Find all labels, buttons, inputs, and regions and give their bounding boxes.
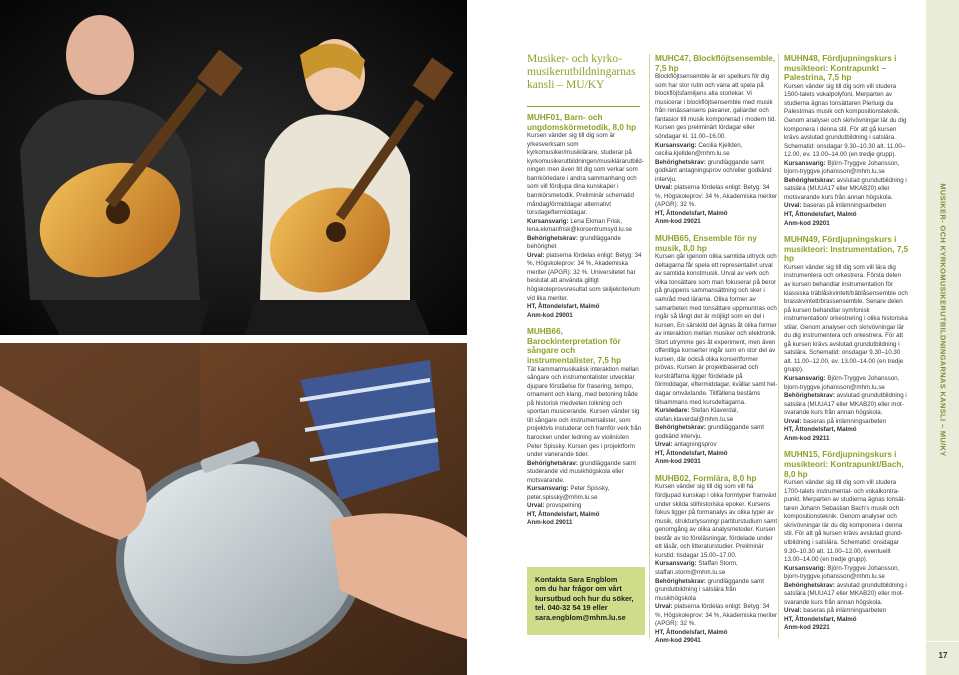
course-kursansvarig-muhn15: Kursansvarig: Björn-Tryggve Johansson, bjorn-tryggve.johansson@mhm.lu.se xyxy=(784,564,900,581)
course-behorighet-muhb65: Behörighetskrav: grundläggande samt godkänd intervju. xyxy=(655,424,765,440)
title-divider xyxy=(527,106,640,107)
course-term-muhf01: HT, Åttondelsfart, Malmö xyxy=(527,303,600,311)
column-1 xyxy=(527,113,642,528)
course-code-muhn15: Anm-kod 29221 xyxy=(784,624,830,632)
course-title-muhn48: MUHN48, Fördjupningskurs i musikteori: Kontrapunkt – Palestrina, 7,5 hp xyxy=(784,54,897,83)
contact-line: om du har frågor om vårt xyxy=(535,584,622,594)
course-kursansvarig-muhb02: Kursansvarig: Staffan Storm, staffan.storm@mhm.lu.se xyxy=(655,560,738,576)
course-body-muhf01: Kursen vänder sig till dig som är yrkesverksam som kyrkomusiker/musiklärare, studerar på kyrkomusikerutbildningen/musiklärarutbildningen men även till dig som verkar som barnkörledare i andra sammanhang och som vill fördjupa dina kunskaper i barnkörsmetodik. Preliminär schematid måndagförmiddagar alternativt torsdageftermiddagar. xyxy=(527,132,644,217)
sidebar-label: MUSIKER- OCH KYRKOMUSIKERUTBILDNINGARNAS KANSLI – MU/KY xyxy=(938,183,947,457)
contact-email[interactable]: sara.engblom@mhm.lu.se xyxy=(535,612,626,622)
column-divider xyxy=(649,54,650,638)
course-title-muhn15: MUHN15, Fördjupningskurs i musikteori: Kontrapunkt/Bach, 8,0 hp xyxy=(784,450,904,479)
contact-box xyxy=(527,567,645,635)
column-3 xyxy=(784,54,909,633)
course-kursansvarig-muhc47: Kursansvarig: Cecilia Kjellden, cecilia.kjellden@mhm.lu.se xyxy=(655,141,743,158)
contact-line: tel. 040-32 54 19 eller xyxy=(535,603,608,613)
course-urval-muhb66: Urval: provspelning xyxy=(527,502,582,510)
course-title-muhb65: MUHB65, Ensemble för ny musik, 8,0 hp xyxy=(655,234,757,253)
course-title-muhc47: MUHC47, Blockflöjtsensemble, 7,5 hp xyxy=(655,54,776,73)
column-divider xyxy=(778,54,779,638)
course-code-muhb02: Anm-kod 29041 xyxy=(655,637,701,645)
course-behorighet-muhb66: Behörighetskrav: grundläggande samt studerande vid musikhögskola eller motsvarande. xyxy=(527,459,637,484)
course-kursansvarig-muhf01: Kursansvarig: Lena Ekman Frisk, lena.ekmanfrisk@korcentrumsyd.lu.se xyxy=(527,217,632,234)
course-code-muhn48: Anm-kod 29201 xyxy=(784,219,830,227)
course-body-muhb66: Tät kammarmusikalisk interaktion mellan sångare och instrumentalister utvecklar djupare förståelse för frasering, tempo, ornament och klang, med betoning både på historisk medveten tolkning och spontan musicerande. Kursen vänder sig till sångare och instrumentalister, som projektvis instuderar och framför verk från barocken under ledning av violinisten Peter Spissky. Kursen ges i projektform under varierande tider. xyxy=(527,365,642,459)
course-behorighet-muhb02: Behörighetskrav: grundläggande samt grundutbildning i satslära från musikhögskola xyxy=(655,577,765,602)
course-term-muhb02: HT, Åttondelsfart, Malmö xyxy=(655,628,728,636)
course-kursansvarig-muhb66: Kursansvarig: Peter Spissky, peter.spissky@mhm.lu.se xyxy=(527,485,610,501)
course-body-muhb65: Kursen går igenom olika samtida uttryck och deltagarna får spela ett representativt urval av samtida konstmusik. Urval av verk och vilka tonsättare som man fokuserar på beror på gruppens sammansättning och sker i samråd med lärarna. Olika former av samarbeten med tonsättare uppmuntras och ingår så långt det är möjligt som en del i kursen. En särskild del ägnas åt olika former av interaktion mellan musiker och elektronik. Stort utrymme ges åt experiment, men även offentliga konserter ingår som en stor del av kursen, där också olika konsertformer prövas. Kursen är projektbaserad och kursträffarna ligger fördelade på förmiddagar, eftermiddagar, kvällar samt heldagar omväxlande. Tillfällena bestäms tillsammans med kursdeltagarna. xyxy=(655,253,778,406)
contact-line: kursutbud och hur du söker, xyxy=(535,593,634,603)
course-body-muhn48: Kursen vänder sig till dig som vill studera 1500-talets vokalpolyfoni. Merparten av studierna ägnas tonsättaren Pierluigi da Palestrinas musik och kompositionsteknik. Genom analyser och skrivövningar lär du dig komponera i denna stil. För att gå kursen krävs avslutad grundutbildning i satslära. Schematid: onsdagar 9.30–10.30 alt. 11.00–12.00, ev. 13.00–14.00 (en tredje grupp). xyxy=(784,82,907,159)
course-behorighet-muhc47: Behörighetskrav: grundläggande samt godkänt antagningsprov och/eller godkänd intervju. xyxy=(655,158,772,183)
course-urval-muhb65: Urval: antagningsprov xyxy=(655,441,717,449)
course-code-muhb65: Anm-kod 29031 xyxy=(655,458,701,466)
course-body-muhn49: Kursen vänder sig till dig som vill lära dig instrumentera och orkestrera. Första delen av kursen behandlar instrumentation för klassiska träblåskvintett/träblåsensemble och brasskvintett/brassensemble. Senare delen på kursen behandlar symfonisk instrumentation/ orkestrering i olika historiska stilar. Genom analyser och skrivövningar lär du dig instrumentera och orkestrera. För att gå kursen krävs avslutad grundutbildning i satslära. Schematid: onsdagar 9.30–10.30 alt. 11.00–12.00, ev. 13.00–14.00 (en tredje grupp). xyxy=(784,263,908,374)
course-body-muhb02: Kursen vänder sig till dig som vill ha fördjupad kunskap i olika formtyper framväxt under skilda stilhistoriska epoker. Kursens fokus ligger på formanalys av olika typer av musik, strukturlyssning/ partiturstudium samt genomgång av olika analysmetoder. Kursen består av tio föreläsningar, fördelade under ett läsår, och litteraturstudier. Preliminär kurstid: tisdagar 15.00–17.00. xyxy=(655,483,778,559)
course-term-muhb65: HT, Åttondelsfart, Malmö xyxy=(655,449,728,457)
course-title-muhn49: MUHN49, Fördjupningskurs i musikteori: Instrumentation, 7,5 hp xyxy=(784,235,909,264)
course-kursansvarig-muhn49: Kursansvarig: Björn-Tryggve Johansson, bjorn-tryggve.johansson@mhm.lu.se xyxy=(784,374,900,391)
photo-illustration xyxy=(0,0,467,675)
course-body-muhn15: Kursen vänder sig till dig som vill studera 1700-talets instrumental- och vokalkontrapunkt. Merparten av studierna ägnas tonsättaren Johann Sebastian Bach's musik och kompositionsteknik. Genom analyser och skrivövningar lär du dig komponera i denna stil. För att gå kursen krävs avslutad grundutbildning i satslära. Schematid: onsdagar 9.30–10.30 alt. 11.00–12.00, eventuellt 13.00–14.00 (en tredje grupp). xyxy=(784,479,906,564)
course-code-muhb66: Anm-kod 29011 xyxy=(527,519,573,527)
musician-left-head xyxy=(66,15,134,95)
course-kursledare-muhb65: Kursledare: Stefan Klaverdal, stefan.klaverdal@mhm.lu.se xyxy=(655,407,739,423)
course-urval-muhc47: Urval: platserna fördelas enligt: Betyg: 34 %, Högskoleprov: 34 %, Akademiska meriter (APGR): 32 %. xyxy=(655,184,778,209)
course-term-muhb66: HT, Åttondelsfart, Malmö xyxy=(527,510,600,518)
course-urval-muhb02: Urval: platserna fördelas enligt: Betyg: 34 %, Högskoleprov: 34 %, Akademiska meriter (APGR): 32 %. xyxy=(655,603,778,628)
course-urval-muhf01: Urval: platserna fördelas enligt: Betyg: 34 %, Högskoleprov: 34 %, Akademiska meriter (APGR): 32 %. Universitetet har beslutat att använda giltigt högskoleprovsresultat som skiljekriterium vid lika meriter. xyxy=(527,251,642,302)
course-code-muhf01: Anm-kod 29001 xyxy=(527,311,573,319)
section-title: Musiker- och kyrkomusikerutbildningarnas kansli – MU/KY xyxy=(527,53,636,91)
sidebar-label-wrap xyxy=(926,0,959,640)
course-term-muhn49: HT, Åttondelsfart, Malmö xyxy=(784,426,857,434)
course-term-muhc47: HT, Åttondelsfart, Malmö xyxy=(655,209,728,217)
course-title-muhf01: MUHF01, Barn- och ungdomskörmetodik, 8,0 hp xyxy=(527,113,637,132)
column-2 xyxy=(655,54,778,646)
course-urval-muhn49: Urval: baseras på inlämningsarbeten xyxy=(784,417,887,425)
course-title-muhb02: MUHB02, Formlära, 8,0 hp xyxy=(655,473,757,483)
course-code-muhn49: Anm-kod 29211 xyxy=(784,434,830,442)
course-term-muhn15: HT, Åttondelsfart, Malmö xyxy=(784,615,857,623)
contact-line: Kontakta Sara Engblom xyxy=(535,575,618,584)
course-kursansvarig-muhn48: Kursansvarig: Björn-Tryggve Johansson, bjorn-tryggve.johansson@mhm.lu.se xyxy=(784,159,900,176)
course-behorighet-muhf01: Behörighetskrav: grundläggande behörighet xyxy=(527,234,621,251)
course-behorighet-muhn15: Behörighetskrav: avslutad grundutbildning i satslära (MUUA17 eller MKAB20) eller motsvarande kurs från annan högskola. xyxy=(784,581,907,606)
course-behorighet-muhn49: Behörighetskrav: avslutad grundutbildning i satslära (MUUA17 eller MKAB20) eller motsvarande kurs från annan högskola. xyxy=(784,392,907,417)
photo-collage xyxy=(0,0,467,675)
page-number: 17 xyxy=(938,651,948,660)
course-behorighet-muhn48: Behörighetskrav: avslutad grundutbildning i satslära (MUUA17 eller MKAB20) eller motsvarande kurs från annan högskola. xyxy=(784,176,907,201)
course-term-muhn48: HT, Åttondelsfart, Malmö xyxy=(784,210,857,218)
course-code-muhc47: Anm-kod 29021 xyxy=(655,218,701,226)
course-urval-muhn15: Urval: baseras på inlämningsarbeten xyxy=(784,607,887,615)
course-title-muhb66: MUHB66, Barockinterpretation för sångare och instrumentalister, 7,5 hp xyxy=(527,327,622,365)
course-urval-muhn48: Urval: baseras på inlämningsarbeten xyxy=(784,202,887,210)
course-body-muhc47: Blockflöjtsensemble är en spelkurs för dig som har stor rutin och vana att spela på blockflöjtsfamiljens alla storlekar. Vi musicerar i blockflöjtsensemble med musik från renässansens pavaner, galiarder och fantasior till musik komponerad i modern tid. Kursen ges preliminärt lördagar eller söndagar kl. 11.00–16.00. xyxy=(655,73,777,141)
